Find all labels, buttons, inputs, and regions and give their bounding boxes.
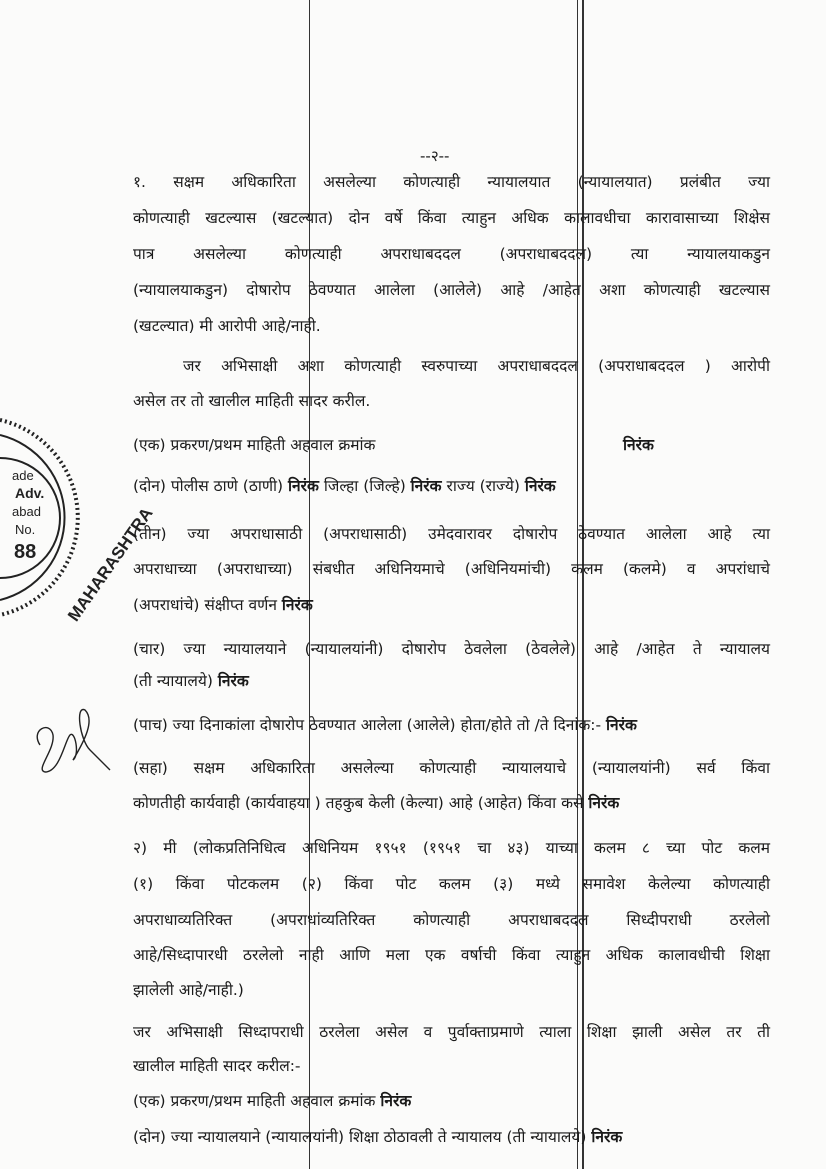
text-segment: राज्य (राज्ये) xyxy=(441,477,525,495)
text-line xyxy=(133,670,770,692)
text-segment: असेल तर तो खालील माहिती सादर करील. xyxy=(133,392,371,410)
text-line xyxy=(133,944,770,966)
text-line xyxy=(133,594,770,616)
text-line xyxy=(133,1055,770,1077)
text-line xyxy=(133,523,770,545)
text-segment: (चार) ज्या न्यायालयाने (न्यायालयांनी) दोषारोप ठेवलेला (ठेवलेले) आहे /आहेत ते न्यायालय xyxy=(133,640,770,658)
text-segment: (तीन) ज्या अपराधासाठी (अपराधासाठी) उमेदवारावर दोषारोप ठेवण्यात आलेला आहे त्या xyxy=(133,525,770,543)
text-segment: १. सक्षम अधिकारिता असलेल्या कोणत्याही न्यायालयात (न्यायालयात) प्रलंबीत ज्या xyxy=(133,173,770,191)
nil-value: निरंक xyxy=(288,477,319,495)
svg-text:MAHARASHTRA: MAHARASHTRA xyxy=(64,504,157,625)
text-segment: अपराधाव्यतिरिक्त (अपराधांव्यतिरिक्त कोणत्याही अपराधाबददल सिध्दीपराधी ठरलेलो xyxy=(133,911,770,929)
text-line xyxy=(133,873,770,895)
text-line xyxy=(133,1126,770,1148)
text-segment: कोणत्याही खटल्यास (खटल्यात) दोन वर्षे किंवा त्याहुन अधिक कालावधीचा कारावासाच्या शिक्षेस xyxy=(133,209,770,227)
signature xyxy=(25,700,115,780)
nil-value: निरंक xyxy=(588,794,620,812)
text-line xyxy=(133,792,770,814)
svg-text:ade: ade xyxy=(12,468,34,483)
text-line xyxy=(133,315,770,337)
text-line xyxy=(133,638,770,660)
text-segment: (न्यायालयाकडुन) दोषारोप ठेवण्यात आलेला (आलेले) आहे /आहेत अशा कोणत्याही खटल्यास xyxy=(133,281,770,299)
page-number: --२-- xyxy=(420,147,450,165)
text-segment: (एक) प्रकरण/प्रथम माहिती अहवाल क्रमांक xyxy=(133,436,376,454)
text-line xyxy=(133,243,770,265)
nil-value: निरंक xyxy=(606,716,637,734)
svg-text:abad: abad xyxy=(12,504,41,519)
text-line xyxy=(133,434,770,456)
text-segment: (खटल्यात) मी आरोपी आहे/नाही. xyxy=(133,317,321,335)
text-segment: (दोन) पोलीस ठाणे (ठाणी) xyxy=(133,477,289,495)
nil-value: निरंक xyxy=(623,436,654,454)
text-segment: (ती न्यायालये) xyxy=(133,672,218,690)
nil-value: निरंक xyxy=(591,1128,623,1146)
text-segment: पात्र असलेल्या कोणत्याही अपराधाबददल (अपराधाबददल) त्या न्यायालयाकडुन xyxy=(133,245,770,263)
advocate-stamp xyxy=(0,410,157,625)
text-segment: झालेली आहे/नाही.) xyxy=(133,981,244,999)
svg-text:No.: No. xyxy=(15,522,36,537)
svg-text:88: 88 xyxy=(14,541,37,563)
text-line xyxy=(133,279,770,301)
text-segment: जर अभिसाक्षी सिध्दापराधी ठरलेला असेल व पुर्वाक्ताप्रमाणे त्याला शिक्षा झाली असेल तर ती xyxy=(133,1023,770,1041)
text-segment: (पाच) ज्या दिनाकांला दोषारोप ठेवण्यात आलेला (आलेले) होता/होते तो /ते दिनांक:- xyxy=(133,716,607,734)
text-segment: (१) किंवा पोटकलम (२) किंवा पोट कलम (३) मध्ये समावेश केलेल्या कोणत्याही xyxy=(133,875,770,893)
text-line xyxy=(133,909,770,931)
text-line xyxy=(133,979,770,1001)
nil-value: निरंक xyxy=(217,672,249,690)
text-segment: २) मी (लोकप्रतिनिधित्व अधिनियम १९५१ (१९५१ चा ४३) याच्या कलम ८ च्या पोट कलम xyxy=(133,839,770,857)
nil-value: निरंक xyxy=(410,477,442,495)
text-segment: कोणतीही कार्यवाही (कार्यवाहया ) तहकुब केली (केल्या) आहे (आहेत) किंवा कसे xyxy=(133,794,589,812)
text-line xyxy=(183,355,770,377)
text-line xyxy=(133,171,770,193)
nil-value: निरंक xyxy=(380,1092,412,1110)
text-line xyxy=(133,390,770,412)
text-segment: जिल्हा (जिल्हे) xyxy=(318,477,411,495)
svg-text:Adv.: Adv. xyxy=(15,485,45,501)
nil-value: निरंक xyxy=(281,596,313,614)
nil-value: निरंक xyxy=(524,477,556,495)
text-segment: (अपराधांचे) संक्षीप्त वर्णन xyxy=(133,596,282,614)
text-line xyxy=(133,207,770,229)
text-line xyxy=(133,757,770,779)
text-segment: (सहा) सक्षम अधिकारिता असलेल्या कोणत्याही न्यायालयाचे (न्यायालयांनी) सर्व किंवा xyxy=(133,759,770,777)
text-segment: खालील माहिती सादर करील:- xyxy=(133,1057,301,1075)
text-line xyxy=(133,714,770,736)
text-segment: (दोन) ज्या न्यायालयाने (न्यायालयांनी) शिक्षा ठोठावली ते न्यायालय (ती न्यायालये) xyxy=(133,1128,592,1146)
text-line xyxy=(133,1090,770,1112)
text-segment: अपराधाच्या (अपराधाच्या) संबधीत अधिनियमाचे (अधिनियमांची) कलम (कलमे) व अपरांधाचे xyxy=(133,560,770,578)
text-line xyxy=(133,475,770,497)
text-segment: (एक) प्रकरण/प्रथम माहिती अहवाल क्रमांक xyxy=(133,1092,381,1110)
text-line xyxy=(133,837,770,859)
text-line xyxy=(133,1021,770,1043)
text-segment: आहे/सिध्दापारधी ठरलेलो नाही आणि मला एक वर्षाची किंवा त्याहुन अधिक कालावधीची शिक्षा xyxy=(133,946,770,964)
text-segment: जर अभिसाक्षी अशा कोणत्याही स्वरुपाच्या अपराधाबददल (अपराधाबददल ) आरोपी xyxy=(183,357,770,375)
text-line xyxy=(133,558,770,580)
